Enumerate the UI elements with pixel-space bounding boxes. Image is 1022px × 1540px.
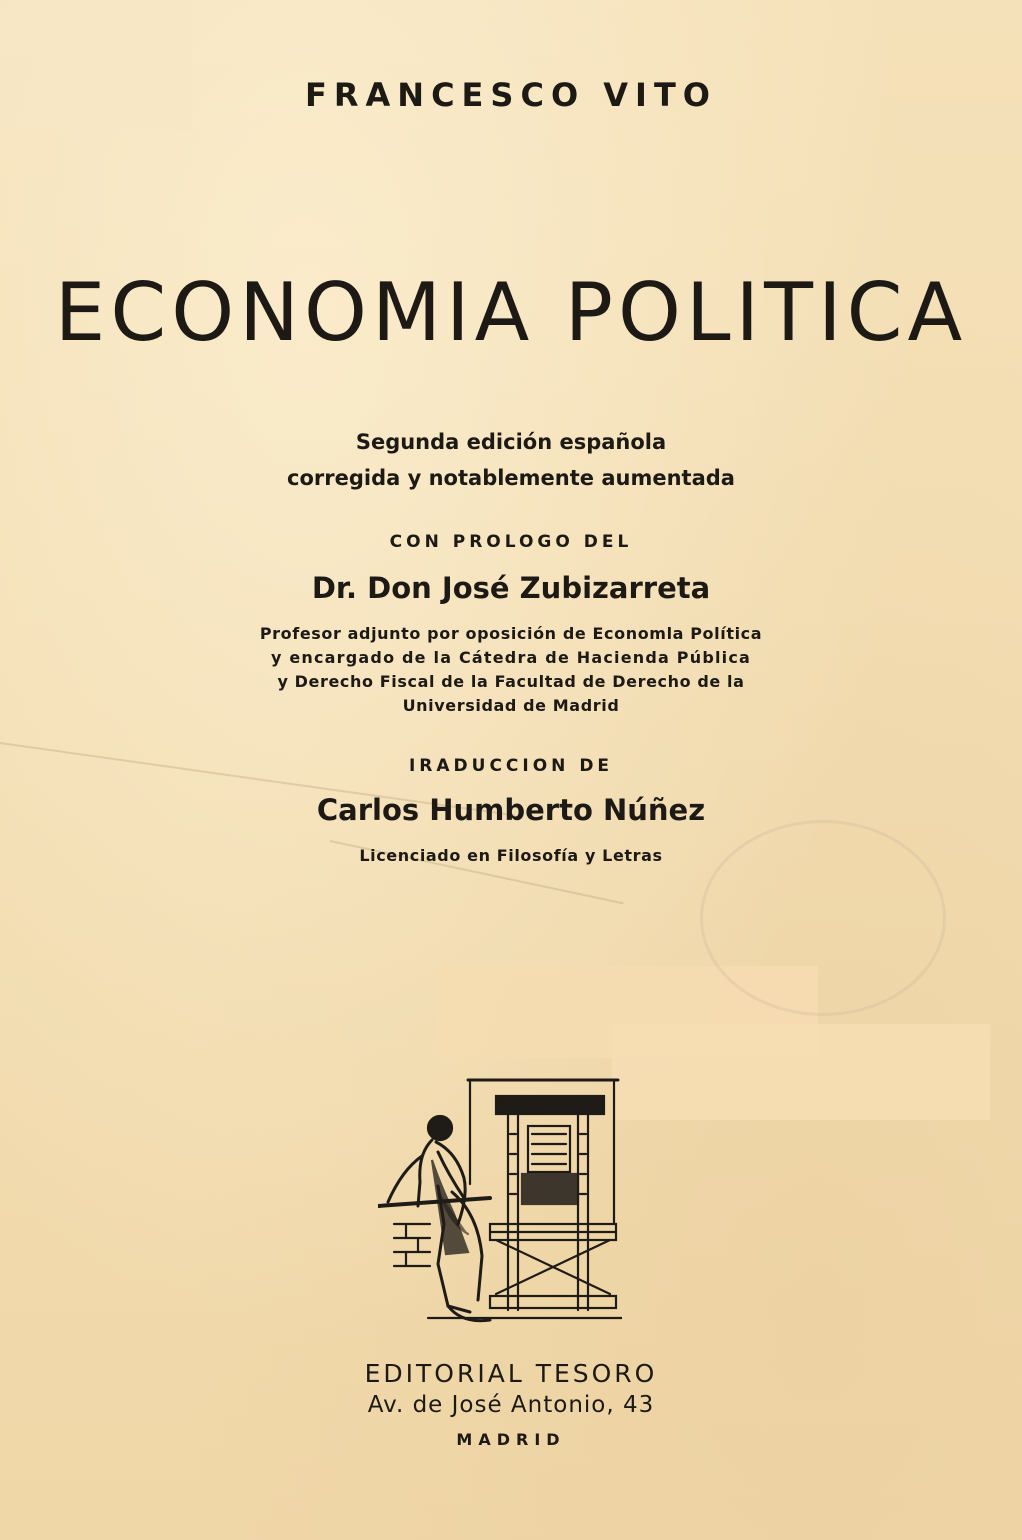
edition-line-2: corregida y notablemente aumentada [287, 466, 735, 490]
translation-heading: IRADUCCION DE [408, 756, 614, 776]
paper-patch [612, 1024, 990, 1120]
prologue-credential-line: y Derecho Fiscal de la Facultad de Derecho de la [277, 672, 745, 691]
prologue-credential-line: y encargado de la Cátedra de Hacienda Pública [270, 648, 752, 667]
translator-credential: Licenciado en Filosofía y Letras [359, 846, 663, 865]
publisher-city: MADRID [456, 1430, 566, 1449]
prologue-heading: CON PROLOGO DEL [389, 532, 633, 552]
prologue-author: Dr. Don José Zubizarreta [311, 571, 711, 605]
printing-press-engraving-icon [378, 1074, 622, 1334]
publisher-address: Av. de José Antonio, 43 [367, 1392, 655, 1418]
book-title: ECONOMIA POLITICA [54, 266, 968, 359]
translator-name: Carlos Humberto Núñez [316, 793, 706, 827]
prologue-credential-line: Universidad de Madrid [402, 696, 620, 715]
edition-line-1: Segunda edición española [355, 430, 667, 454]
author-name: FRANCESCO VITO [305, 76, 717, 114]
prologue-credential-line: Profesor adjunto por oposición de Economla Política [259, 624, 763, 643]
publisher-name: EDITORIAL TESORO [364, 1359, 658, 1388]
